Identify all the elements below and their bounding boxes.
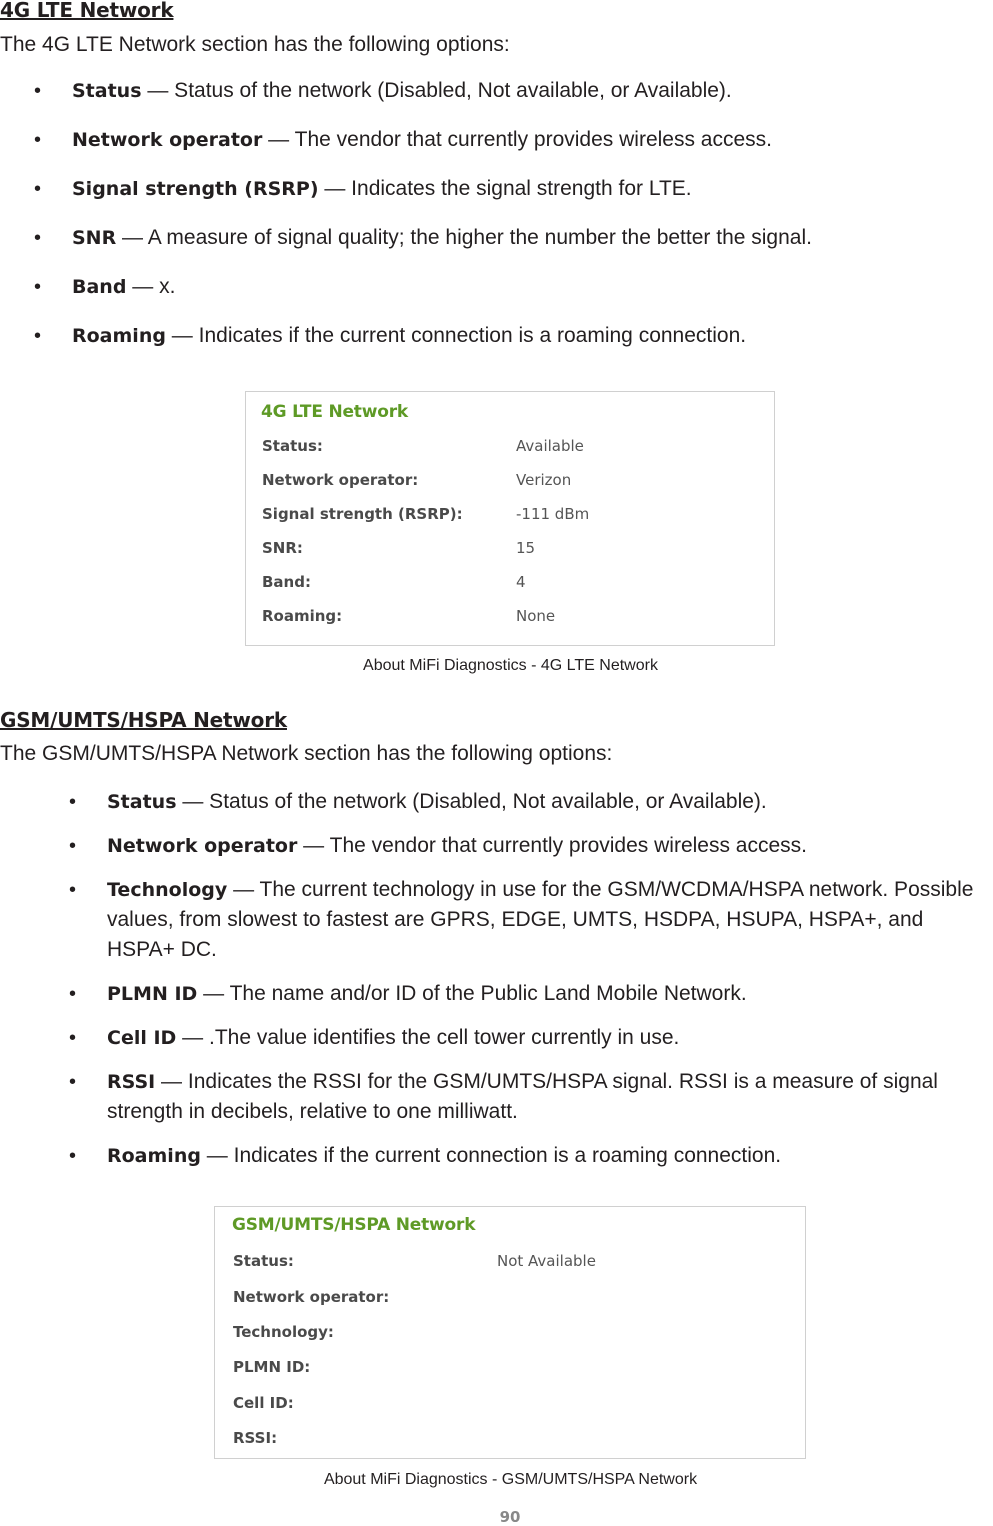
lte-option-list: [34, 76, 812, 351]
bullet-icon: •: [69, 1027, 77, 1049]
option-description: — The vendor that currently provides wireless access.: [262, 128, 773, 151]
row-value: Available: [516, 437, 584, 455]
list-item: [69, 831, 987, 861]
row-label: Technology:: [233, 1323, 334, 1341]
gsm-section-heading: GSM/UMTS/HSPA Network: [0, 708, 287, 732]
option-description: — A measure of signal quality; the higher the number the better the signal.: [116, 226, 812, 249]
row-value: 4: [516, 573, 526, 591]
bullet-icon: •: [34, 227, 42, 249]
bullet-icon: •: [34, 325, 42, 347]
row-label: RSSI:: [233, 1429, 278, 1447]
row-label: PLMN ID:: [233, 1358, 311, 1376]
bullet-icon: •: [69, 791, 77, 813]
bullet-icon: •: [34, 276, 42, 298]
bullet-icon: •: [69, 1071, 77, 1093]
row-value: Not Available: [497, 1252, 596, 1270]
option-term: Status: [72, 80, 142, 102]
list-item: [34, 272, 812, 302]
row-label: Band:: [262, 573, 311, 591]
row-value: Verizon: [516, 471, 572, 489]
row-label: Network operator:: [233, 1288, 390, 1306]
list-item: [69, 1023, 987, 1053]
row-value: None: [516, 607, 556, 625]
option-term: Roaming: [72, 325, 166, 347]
option-term: PLMN ID: [107, 983, 198, 1005]
option-term: RSSI: [107, 1071, 156, 1093]
row-label: Status:: [262, 437, 323, 455]
lte-intro: The 4G LTE Network section has the following options:: [0, 33, 510, 56]
lte-figure-caption: About MiFi Diagnostics - 4G LTE Network: [363, 657, 658, 674]
list-item: [69, 875, 987, 965]
option-term: SNR: [72, 227, 117, 249]
list-item: [34, 76, 812, 106]
list-item: [34, 125, 812, 155]
option-term: Band: [72, 276, 127, 298]
bullet-icon: •: [34, 80, 42, 102]
option-description: — .The value identifies the cell tower currently in use.: [176, 1026, 680, 1049]
list-item: [69, 1067, 987, 1127]
row-label: Signal strength (RSRP):: [262, 505, 463, 523]
row-label: Status:: [233, 1252, 294, 1270]
row-label: Cell ID:: [233, 1394, 294, 1412]
option-description: — Indicates if the current connection is a roaming connection.: [200, 1144, 782, 1167]
option-description: — The vendor that currently provides wireless access.: [297, 834, 808, 857]
bullet-icon: •: [69, 879, 77, 901]
option-description: — x.: [126, 275, 176, 298]
bullet-icon: •: [69, 1145, 77, 1167]
row-label: Network operator:: [262, 471, 419, 489]
gsm-option-list: [69, 787, 987, 1171]
row-label: SNR:: [262, 539, 303, 557]
list-item: [34, 223, 812, 253]
option-term: Technology: [107, 879, 228, 901]
row-value: 15: [516, 539, 536, 557]
list-item: [34, 321, 812, 351]
lte-diagnostics-panel: [245, 391, 775, 646]
option-term: Network operator: [107, 835, 298, 857]
gsm-intro: The GSM/UMTS/HSPA Network section has the following options:: [0, 742, 613, 765]
option-description: — Status of the network (Disabled, Not available, or Available).: [141, 79, 732, 102]
option-description: — Indicates the signal strength for LTE.: [318, 177, 692, 200]
option-term: Network operator: [72, 129, 263, 151]
option-term: Roaming: [107, 1145, 201, 1167]
option-term: Cell ID: [107, 1027, 177, 1049]
list-item: [69, 1141, 987, 1171]
row-value: -111 dBm: [516, 505, 590, 523]
gsm-figure-caption: About MiFi Diagnostics - GSM/UMTS/HSPA Network: [323, 1471, 698, 1488]
gsm-diagnostics-panel: [214, 1206, 806, 1459]
bullet-icon: •: [69, 983, 77, 1005]
panel-title: 4G LTE Network: [261, 402, 409, 422]
option-description: — Status of the network (Disabled, Not available, or Available).: [176, 790, 767, 813]
option-description: — The name and/or ID of the Public Land Mobile Network.: [197, 982, 747, 1005]
bullet-icon: •: [69, 835, 77, 857]
option-description: — Indicates the RSSI for the GSM/UMTS/HSPA signal. RSSI is a measure of signal strength in decibels, relative to one milliwatt.: [107, 1070, 938, 1123]
option-description: — The current technology in use for the GSM/WCDMA/HSPA network. Possible values, from slowest to fastest are GPRS, EDGE, UMTS, HSDPA, HSUPA, HSPA+, and HSPA+ DC.: [107, 878, 974, 961]
row-label: Roaming:: [262, 607, 343, 625]
lte-section-heading: 4G LTE Network: [0, 0, 174, 22]
list-item: [69, 787, 987, 817]
panel-title: GSM/UMTS/HSPA Network: [232, 1215, 476, 1235]
option-term: Status: [107, 791, 177, 813]
list-item: [69, 979, 987, 1009]
option-description: — Indicates if the current connection is a roaming connection.: [165, 324, 747, 347]
page-number: 90: [499, 1508, 521, 1526]
option-term: Signal strength (RSRP): [72, 178, 319, 200]
list-item: [34, 174, 812, 204]
bullet-icon: •: [34, 129, 42, 151]
bullet-icon: •: [34, 178, 42, 200]
